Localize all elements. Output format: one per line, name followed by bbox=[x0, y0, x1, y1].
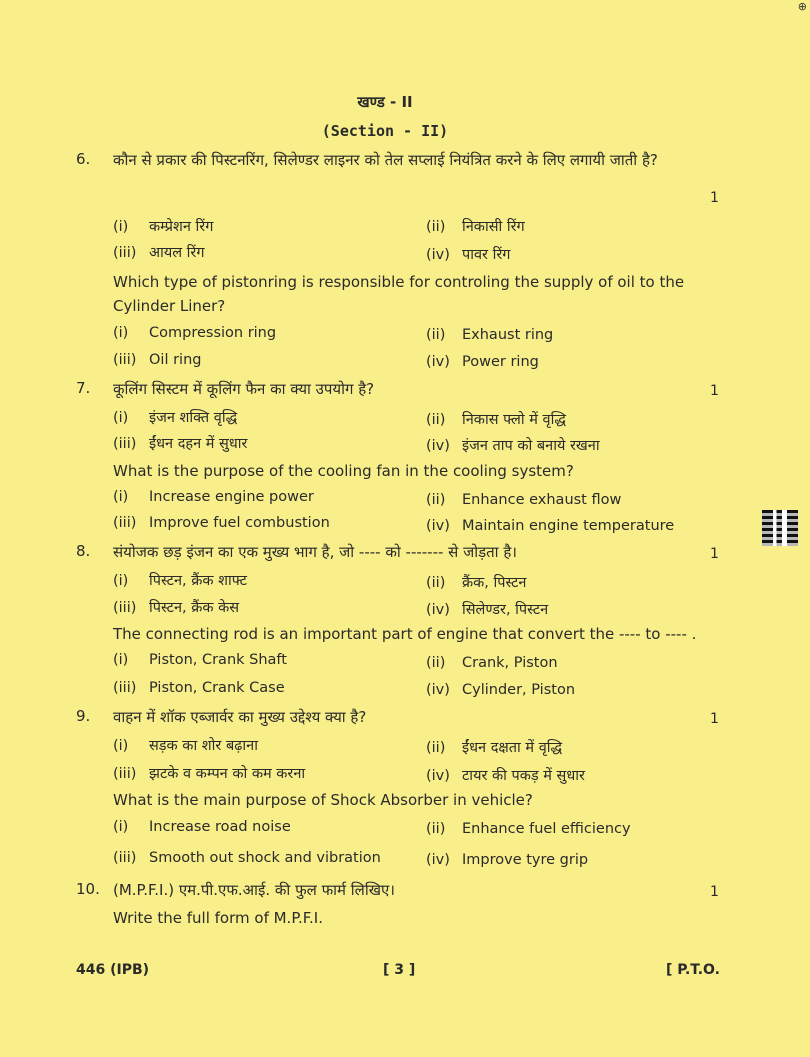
question-text-english: Which type of pistonring is responsible for controling the supply of oil to the Cylinder Liner? bbox=[113, 273, 685, 315]
question-text-hindi: कौन से प्रकार की पिस्टनरिंग, सिलेण्डर लाइनर को तेल सप्लाई नियंत्रित करने के लिए लगायी जाती है? bbox=[113, 151, 658, 169]
option-hindi: (iii) झटके व कम्पन को कम करना bbox=[113, 766, 306, 782]
option-hindi: (ii) निकासी रिंग bbox=[426, 219, 525, 235]
option-hindi: (i) कम्प्रेशन रिंग bbox=[113, 219, 214, 235]
question-marks: 1 bbox=[710, 383, 719, 399]
page-number: [ 3 ] bbox=[383, 962, 416, 978]
option-english: (iii) Piston, Crank Case bbox=[113, 680, 285, 696]
option-hindi: (i) इंजन शक्ति वृद्धि bbox=[113, 410, 238, 426]
option-english: (i) Piston, Crank Shaft bbox=[113, 652, 287, 668]
option-english: (iii) Oil ring bbox=[113, 352, 202, 368]
option-english: (iv) Maintain engine temperature bbox=[426, 518, 675, 534]
option-hindi: (i) सड़क का शोर बढ़ाना bbox=[113, 738, 258, 754]
question-marks: 1 bbox=[710, 190, 719, 206]
option-hindi: (ii) ईंधन दक्षता में वृद्धि bbox=[426, 740, 563, 756]
option-hindi: (iii) ईंधन दहन में सुधार bbox=[113, 436, 248, 452]
paper-code: 446 (IPB) bbox=[76, 962, 150, 978]
qr-code-icon bbox=[762, 510, 798, 546]
question-marks: 1 bbox=[710, 711, 719, 727]
option-english: (iii) Improve fuel combustion bbox=[113, 515, 330, 531]
question-text-english: The connecting rod is an important part of engine that convert the ---- to ---- . bbox=[113, 625, 697, 643]
question-text-hindi: कूलिंग सिस्टम में कूलिंग फैन का क्या उपयोग है? bbox=[113, 380, 375, 398]
option-english: (i) Increase road noise bbox=[113, 819, 291, 835]
option-hindi: (i) पिस्टन, क्रैंक शाफ्ट bbox=[113, 573, 247, 589]
option-english: (ii) Exhaust ring bbox=[426, 327, 554, 343]
option-hindi: (iv) पावर रिंग bbox=[426, 247, 511, 263]
option-hindi: (ii) क्रैंक, पिस्टन bbox=[426, 575, 527, 591]
option-hindi: (iv) टायर की पकड़ में सुधार bbox=[426, 768, 585, 784]
option-hindi: (iii) आयल रिंग bbox=[113, 245, 205, 261]
section-heading-hindi: खण्ड - II bbox=[357, 93, 413, 111]
option-english: (i) Increase engine power bbox=[113, 489, 314, 505]
question-text-hindi: संयोजक छड़ इंजन का एक मुख्य भाग है, जो ---- को ------- से जोड़ता है। bbox=[113, 543, 517, 561]
question-marks: 1 bbox=[710, 546, 719, 562]
question-number: 7. bbox=[76, 379, 91, 397]
question-number: 10. bbox=[76, 880, 100, 898]
option-hindi: (iii) पिस्टन, क्रैंक केस bbox=[113, 600, 240, 616]
option-hindi: (iv) सिलेण्डर, पिस्टन bbox=[426, 602, 549, 618]
question-marks: 1 bbox=[710, 884, 719, 900]
question-number: 9. bbox=[76, 707, 91, 725]
question-text-hindi: वाहन में शॉक एब्जार्वर का मुख्य उद्देश्य क्या है? bbox=[113, 708, 367, 726]
option-hindi: (ii) निकास फ्लो में वृद्धि bbox=[426, 412, 566, 428]
question-text-english: What is the main purpose of Shock Absorber in vehicle? bbox=[113, 791, 533, 809]
option-english: (ii) Crank, Piston bbox=[426, 655, 558, 671]
registration-mark-icon: ⊕ bbox=[797, 0, 807, 13]
section-heading-english: (Section - II) bbox=[321, 122, 449, 140]
question-text-english: What is the purpose of the cooling fan in the cooling system? bbox=[113, 462, 574, 480]
option-english: (iii) Smooth out shock and vibration bbox=[113, 850, 381, 866]
option-english: (ii) Enhance exhaust flow bbox=[426, 492, 622, 508]
question-number: 6. bbox=[76, 150, 91, 168]
please-turn-over: [ P.T.O. bbox=[666, 962, 720, 978]
option-english: (iv) Improve tyre grip bbox=[426, 852, 589, 868]
option-english: (i) Compression ring bbox=[113, 325, 277, 341]
question-text-hindi: (M.P.F.I.) एम.पी.एफ.आई. की फुल फार्म लिखिए। bbox=[113, 881, 395, 899]
option-english: (iv) Power ring bbox=[426, 354, 539, 370]
question-number: 8. bbox=[76, 542, 91, 560]
question-text-english: Write the full form of M.P.F.I. bbox=[113, 909, 323, 927]
option-hindi: (iv) इंजन ताप को बनाये रखना bbox=[426, 438, 600, 454]
option-english: (iv) Cylinder, Piston bbox=[426, 682, 576, 698]
option-english: (ii) Enhance fuel efficiency bbox=[426, 821, 631, 837]
